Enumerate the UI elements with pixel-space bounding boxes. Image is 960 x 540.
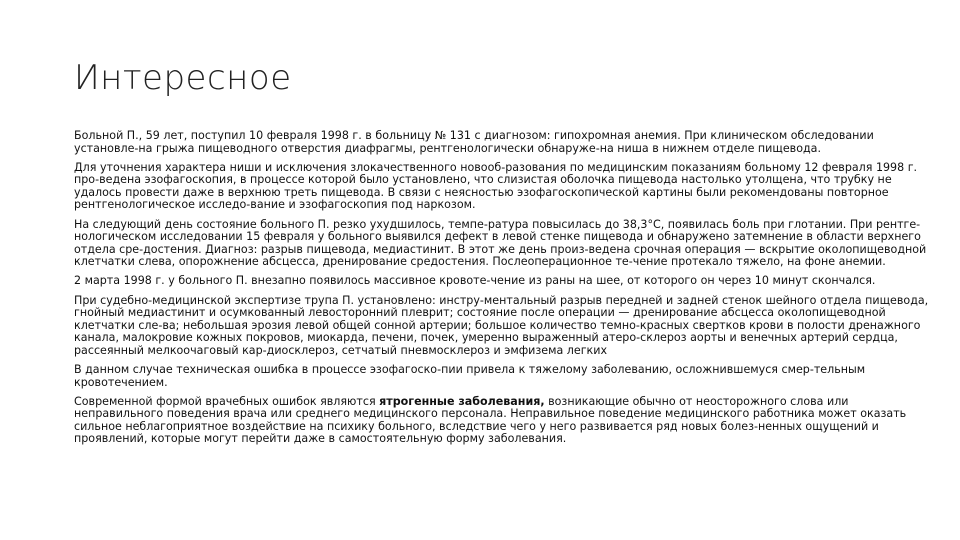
iatrogenic-term: ятрогенные заболевания, bbox=[379, 394, 545, 408]
paragraph-iatrogenic bbox=[74, 396, 940, 446]
iatrogenic-rest-text: возникающие обычно от неосторожного слова или неправильного поведения врача или среднего медицинского персонала. Неправильное поведение медицинского работника может оказать сильное неблагоприятное воздействие на психику больного, вследствие чего у него развивается ряд новых болез-ненных ощущений и проявлений, которые могут перейти даже в самостоятельную форму заболевания. bbox=[74, 394, 907, 446]
paragraph-deterioration: На следующий день состояние больного П. резко ухудшилось, темпе-ратура повысилась до 38,3°С, появилась боль при глотании. При рентге-нологическом исследовании 15 февраля у больного выявился дефект в левой стенке пищевода и обнаружено затемнение в области верхнего отдела сре-достения. Диагноз: разрыв пищевода, медиастинит. В этот же день произ-ведена срочная операция — вскрытие околопищеводной клетчатки слева, опорожнение абсцесса, дренирование средостения. Послеоперационное те-чение протекало тяжело, на фоне анемии. bbox=[74, 217, 927, 269]
iatrogenic-intro-text: Современной формой врачебных ошибок являются bbox=[74, 394, 380, 408]
paragraph-death: 2 марта 1998 г. у больного П. внезапно появилось массивное кровоте-чение из раны на шее, от которого он через 10 минут скончался. bbox=[74, 274, 876, 288]
paragraph-admission: Больной П., 59 лет, поступил 10 февраля 1998 г. в больницу № 131 с диагнозом: гипохромная анемия. При клиническом обследовании установле-на грыжа пищеводного отверстия диафрагмы, рентгенологически обнаруже-на ниша в нижнем отделе пищевода. bbox=[74, 129, 874, 155]
slide-body bbox=[74, 130, 940, 453]
slide-title: Интересное bbox=[74, 58, 292, 98]
paragraph-conclusion: В данном случае техническая ошибка в процессе эзофагоско-пии привела к тяжелому заболеванию, осложнившемуся смер-тельным кровотечением. bbox=[74, 363, 866, 389]
paragraph-autopsy: При судебно-медицинской экспертизе трупа П. установлено: инстру-ментальный разрыв передней и задней стенок шейного отдела пищевода, гнойный медиастинит и осумкованный левосторонний плеврит; состояние после операции — дренирование абсцесса околопищеводной клетчатки сле-ва; небольшая эрозия левой общей сонной артерии; большое количество темно-красных свертков крови в полости дренажного канала, малокровие кожных покровов, миокарда, печени, почек, умеренно выраженный атеро-склероз аорты и венечных артерий сердца, рассеянный мелкоочаговый кар-диосклероз, сетчатый пневмосклероз и эмфизема легких bbox=[74, 293, 929, 357]
paragraph-esophagoscopy: Для уточнения характера ниши и исключения злокачественного новооб-разования по медицинским показаниям больному 12 февраля 1998 г. про-ведена эзофагоскопия, в процессе которой было установлено, что слизистая оболочка пищевода настолько утолщена, что трубку не удалось провести даже в верхнюю треть пищевода. В связи с неясностью эзофагоскопической картины были рекомендованы повторное рентгенологическое исследо-вание и эзофагоскопия под наркозом. bbox=[74, 160, 918, 212]
